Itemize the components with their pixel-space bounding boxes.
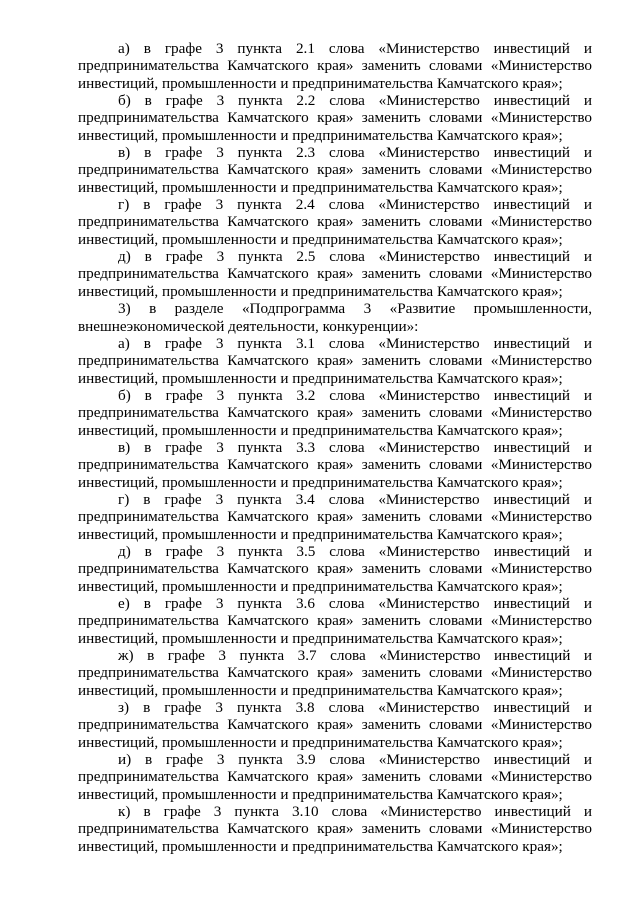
paragraph-item-z-3-8: з) в графе 3 пункта 3.8 слова «Министерство инвестиций и предпринимательства Камчатского края» заменить словами «Министерство инвестиций, промышленности и предпринимательства Камчатского края»;: [78, 699, 592, 751]
paragraph-item-b-3-2: б) в графе 3 пункта 3.2 слова «Министерство инвестиций и предпринимательства Камчатского края» заменить словами «Министерство инвестиций, промышленности и предпринимательства Камчатского края»;: [78, 386, 592, 439]
paragraph-item-i-3-9: и) в графе 3 пункта 3.9 слова «Министерство инвестиций и предпринимательства Камчатского края» заменить словами «Министерство инвестиций, промышленности и предпринимательства Камчатского края»;: [78, 751, 592, 803]
paragraph-item-v-3-3: в) в графе 3 пункта 3.3 слова «Министерство инвестиций и предпринимательства Камчатского края» заменить словами «Министерство инвестиций, промышленности и предпринимательства Камчатского края»;: [78, 438, 592, 491]
paragraph-item-v-2-3: в) в графе 3 пункта 2.3 слова «Министерство инвестиций и предпринимательства Камчатского края» заменить словами «Министерство инвестиций, промышленности и предпринимательства Камчатского края»;: [78, 144, 592, 196]
paragraph-item-g-3-4: г) в графе 3 пункта 3.4 слова «Министерство инвестиций и предпринимательства Камчатского края» заменить словами «Министерство инвестиций, промышленности и предпринимательства Камчатского края»;: [78, 490, 592, 543]
paragraph-item-g-2-4: г) в графе 3 пункта 2.4 слова «Министерство инвестиций и предпринимательства Камчатского края» заменить словами «Министерство инвестиций, промышленности и предпринимательства Камчатского края»;: [78, 196, 592, 248]
paragraph-item-a-2-1: а) в графе 3 пункта 2.1 слова «Министерство инвестиций и предпринимательства Камчатского края» заменить словами «Министерство инвестиций, промышленности и предпринимательства Камчатского края»;: [78, 40, 592, 92]
paragraph-section-3: 3) в разделе «Подпрограмма 3 «Развитие промышленности, внешнеэкономической деятельности, конкуренции»:: [78, 300, 592, 335]
paragraph-item-k-3-10: к) в графе 3 пункта 3.10 слова «Министерство инвестиций и предпринимательства Камчатского края» заменить словами «Министерство инвестиций, промышленности и предпринимательства Камчатского края»;: [78, 803, 592, 855]
paragraph-item-b-2-2: б) в графе 3 пункта 2.2 слова «Министерство инвестиций и предпринимательства Камчатского края» заменить словами «Министерство инвестиций, промышленности и предпринимательства Камчатского края»;: [78, 92, 592, 144]
paragraph-item-d-3-5: д) в графе 3 пункта 3.5 слова «Министерство инвестиций и предпринимательства Камчатского края» заменить словами «Министерство инвестиций, промышленности и предпринимательства Камчатского края»;: [78, 542, 592, 595]
paragraph-item-e-3-6: е) в графе 3 пункта 3.6 слова «Министерство инвестиций и предпринимательства Камчатского края» заменить словами «Министерство инвестиций, промышленности и предпринимательства Камчатского края»;: [78, 595, 592, 647]
paragraph-item-d-2-5: д) в графе 3 пункта 2.5 слова «Министерство инвестиций и предпринимательства Камчатского края» заменить словами «Министерство инвестиций, промышленности и предпринимательства Камчатского края»;: [78, 248, 592, 300]
paragraph-item-a-3-1: а) в графе 3 пункта 3.1 слова «Министерство инвестиций и предпринимательства Камчатского края» заменить словами «Министерство инвестиций, промышленности и предпринимательства Камчатского края»;: [78, 334, 592, 387]
document-body: [78, 40, 592, 855]
paragraph-item-zh-3-7: ж) в графе 3 пункта 3.7 слова «Министерство инвестиций и предпринимательства Камчатского края» заменить словами «Министерство инвестиций, промышленности и предпринимательства Камчатского края»;: [78, 647, 592, 699]
